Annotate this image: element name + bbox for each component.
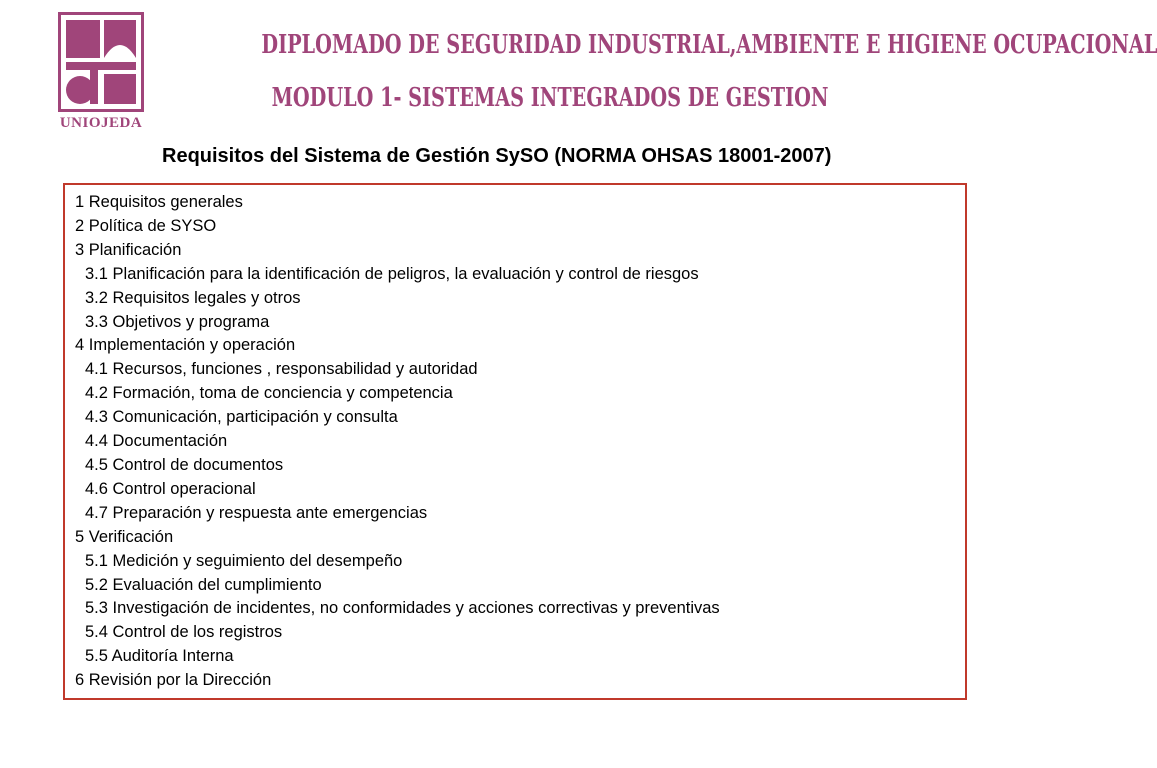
requirement-item: 4 Implementación y operación bbox=[75, 336, 296, 355]
requirement-item: 4.7 Preparación y respuesta ante emergencias bbox=[85, 503, 428, 522]
requirement-item: 4.1 Recursos, funciones , responsabilidad y autoridad bbox=[85, 360, 478, 379]
requirements-list bbox=[75, 191, 955, 693]
requirement-item: 3.2 Requisitos legales y otros bbox=[85, 288, 301, 307]
header-title: DIPLOMADO DE SEGURIDAD INDUSTRIAL,AMBIENTE E HIGIENE OCUPACIONAL bbox=[261, 30, 1157, 60]
requirement-item: 5.5 Auditoría Interna bbox=[85, 647, 234, 666]
requirements-box bbox=[63, 183, 967, 700]
header-module: MODULO 1- SISTEMAS INTEGRADOS DE GESTION bbox=[271, 83, 829, 113]
requirement-item: 1 Requisitos generales bbox=[75, 193, 243, 211]
uniojeda-logo-mark bbox=[58, 12, 144, 112]
requirement-item: 5 Verificación bbox=[75, 527, 174, 546]
requirement-item: 4.4 Documentación bbox=[85, 432, 228, 451]
requirement-item: 2 Política de SYSO bbox=[75, 216, 217, 235]
requirement-item: 4.5 Control de documentos bbox=[85, 455, 284, 474]
requirement-item: 6 Revisión por la Dirección bbox=[75, 671, 272, 690]
requirement-item: 3 Planificación bbox=[75, 240, 182, 259]
requirement-item: 4.6 Control operacional bbox=[85, 479, 256, 498]
requirement-item: 5.3 Investigación de incidentes, no conformidades y acciones correctivas y preventivas bbox=[85, 599, 720, 618]
requirement-item: 4.2 Formación, toma de conciencia y competencia bbox=[85, 384, 453, 403]
requirement-item: 5.4 Control de los registros bbox=[85, 623, 283, 642]
requirement-item: 3.1 Planificación para la identificación de peligros, la evaluación y control de riesgos bbox=[85, 264, 699, 283]
requirement-item: 4.3 Comunicación, participación y consulta bbox=[85, 408, 398, 427]
requirement-item: 5.2 Evaluación del cumplimiento bbox=[85, 575, 322, 594]
requirement-item: 3.3 Objetivos y programa bbox=[85, 312, 270, 331]
requirement-item: 5.1 Medición y seguimiento del desempeño bbox=[85, 551, 403, 570]
page-subtitle: Requisitos del Sistema de Gestión SySO (NORMA OHSAS 18001-2007) bbox=[162, 145, 832, 167]
uniojeda-logo bbox=[46, 8, 156, 136]
logo-text: UNIOJEDA bbox=[59, 115, 143, 131]
